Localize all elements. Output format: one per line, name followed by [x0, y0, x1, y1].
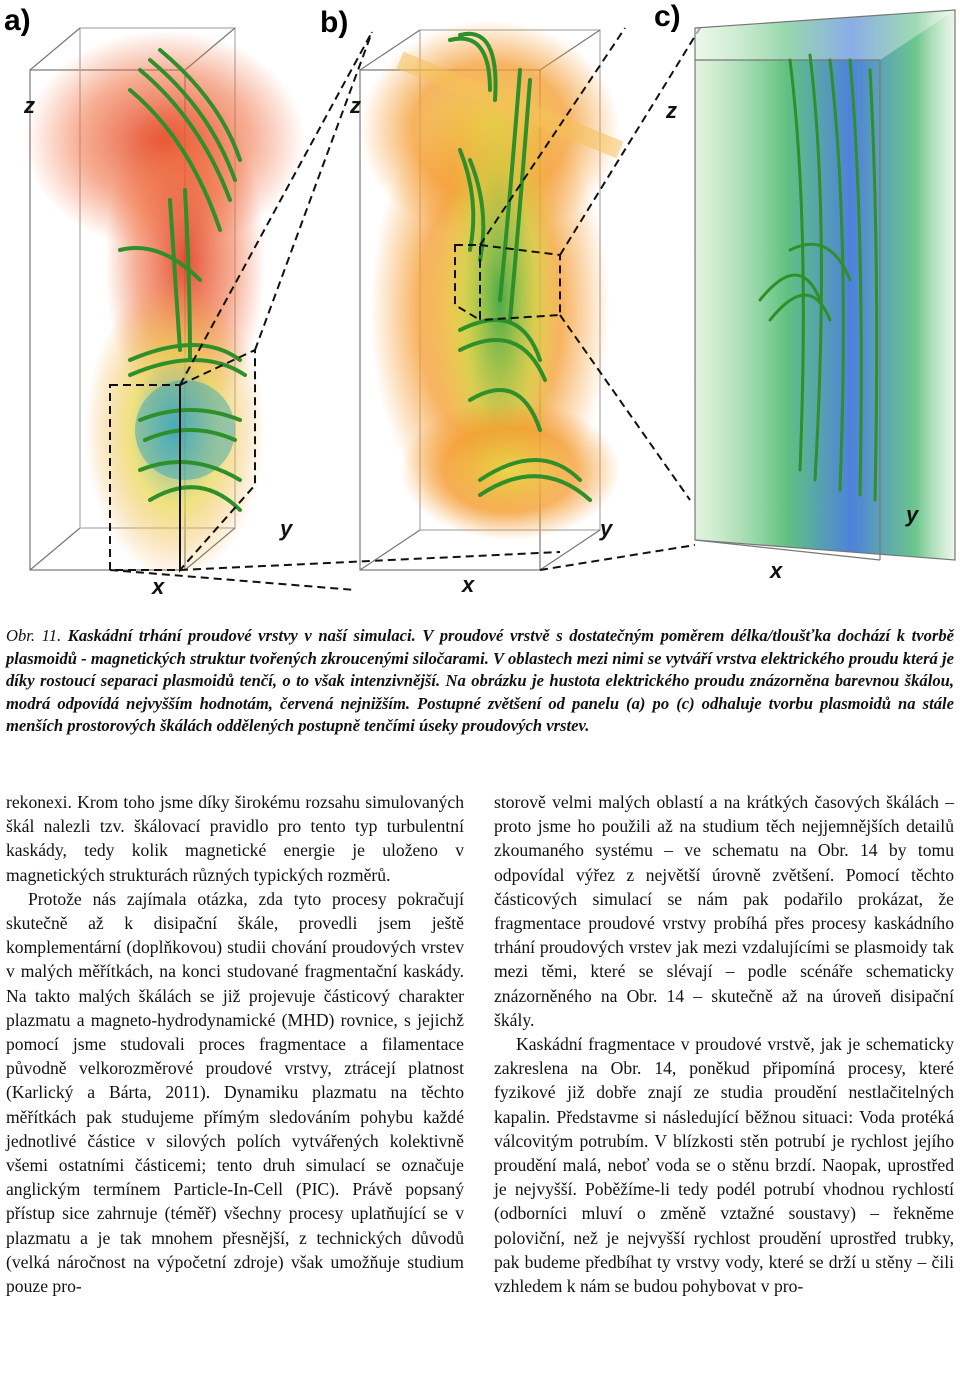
- panel-b-z-axis-label: z: [350, 93, 361, 118]
- left-column: [6, 790, 464, 1298]
- panel-a-x-axis-label: x: [152, 574, 165, 599]
- panel-b-x-axis-label: x: [462, 572, 475, 597]
- panel-a-current-density: [25, 30, 305, 580]
- right-column: [494, 790, 954, 1298]
- panel-c-x-axis-label: x: [770, 558, 783, 583]
- panel-b-y-axis-label: y: [600, 516, 613, 541]
- panel-a-z-axis-label: z: [24, 93, 35, 118]
- panel-c-z-axis-label: z: [666, 98, 677, 123]
- figure: [0, 0, 960, 600]
- paragraph: storově velmi malých oblastí a na krátkých časových škálách – proto jsme ho použili až na studium těch nejjemnějších detailů zkoumaného systému – ve schematu na Obr. 14 by tomu odpovídal výřez z největší úrovně zvětšení. Pomocí těchto částicových simulací se nám pak podařilo prokázat, že fragmentace proudové vrstvy probíhá přes procesy kaskádního trhání proudových vrstev jak mezi vzdalujícími se plasmoidy tak mezi těmi, které se slévají – podle scénáře schematicky znázorněného na Obr. 14 – skutečně až na úroveň disipační škály.: [494, 792, 954, 1030]
- paragraph: rekonexi. Krom toho jsme díky širokému rozsahu simulovaných škál nalezli tzv. škálovací pravidlo pro tento typ turbulentní kaskády, tedy kolik magnetické energie je uloženo v magnetických strukturách různých typických rozměrů.: [6, 792, 464, 885]
- panel-b-current-density: [360, 20, 620, 540]
- figure-graphics: [0, 0, 960, 600]
- panel-c-y-axis-label: y: [906, 502, 919, 527]
- paragraph: Protože nás zajímala otázka, zda tyto procesy pokračují skutečně až k disipační škále, provedli jsem ještě komplementární (doplňkovou) studii chování proudových vrstev v malých měřítkách, na konci studované fragmentační kaskády. Na takto malých škálách se již projevuje částicový charakter plazmatu a magneto-hydrodynamické (MHD) rovnice, s jejichž pomocí jsme studovali proces fragmentace a filamentace původně velkorozměrové proudové vrstvy, ztrácejí platnost (Karlický a Bárta, 2011). Dynamiku plazmatu na těchto měřítkách pak studujeme přímým sledováním pohybu každé jednotlivé částice v silových polích vytvářených kolektivně všemi ostatními částicemi; tento druh simulací se označuje anglickým termínem Particle-In-Cell (PIC). Právě popsaný přístup sice zahrnuje (téměř) všechny procesy uplatňující se v plazmatu a je tak mnohem přesnější, z technických důvodů (velká náročnost na výpočetní zdroje) však umožňuje studium pouze pro-: [6, 888, 464, 1297]
- caption-text: Kaskádní trhání proudové vrstvy v naší simulaci. V proudové vrstvě s dostatečným poměrem délka/tloušťka dochází k tvorbě plasmoidů - magnetických struktur tvořených zkroucenými siločarami. V oblastech mezi nimi se vytváří vrstva elektrického proudu která je díky rostoucí separaci plasmoidů tenčí, o to však intenzivnější. Na obrázku je hustota elektrického proudu znázorněna barevnou škálou, modrá odpovídá nejvyšším hodnotám, červená nejnižším. Postupné zvětšení od panelu (a) po (c) odhaluje tvorbu plasmoidů na stále menších prostorových škálách oddělených postupně tenčími úseky proudových vrstev.: [6, 626, 954, 735]
- panel-b-label: b): [320, 6, 349, 39]
- panel-c-current-density: [695, 10, 955, 560]
- paragraph: Kaskádní fragmentace v proudové vrstvě, jak je schematicky zakreslena na Obr. 14, poněkud připomíná procesy, které fyzikové již dobře znají ze studia proudění nestlačitelných kapalin. Představme si následující běžnou situaci: Voda protéká válcovitým potrubím. V blízkosti stěn potrubí je rychlost jejího proudění malá, neboť voda se o stěnu brzdí. Naopak, uprostřed je nejvyšší. Poběžíme-li tedy podél potrubí vhodnou rychlostí (odborníci mluví o změně vztažné soustavy) – řekněme poloviční, než je nejvyšší rychlost proudění uprostřed trubky, pak budeme předbíhat ty vrstvy vody, které se drží u stěny – čili vzhledem k nám se budou pohybovat v pro-: [494, 1034, 954, 1297]
- panel-a-y-axis-label: y: [280, 516, 293, 541]
- panel-c-label: c): [654, 0, 681, 33]
- panel-a-label: a): [4, 4, 31, 37]
- caption-label: Obr. 11.: [6, 626, 62, 645]
- figure-caption: [6, 625, 954, 738]
